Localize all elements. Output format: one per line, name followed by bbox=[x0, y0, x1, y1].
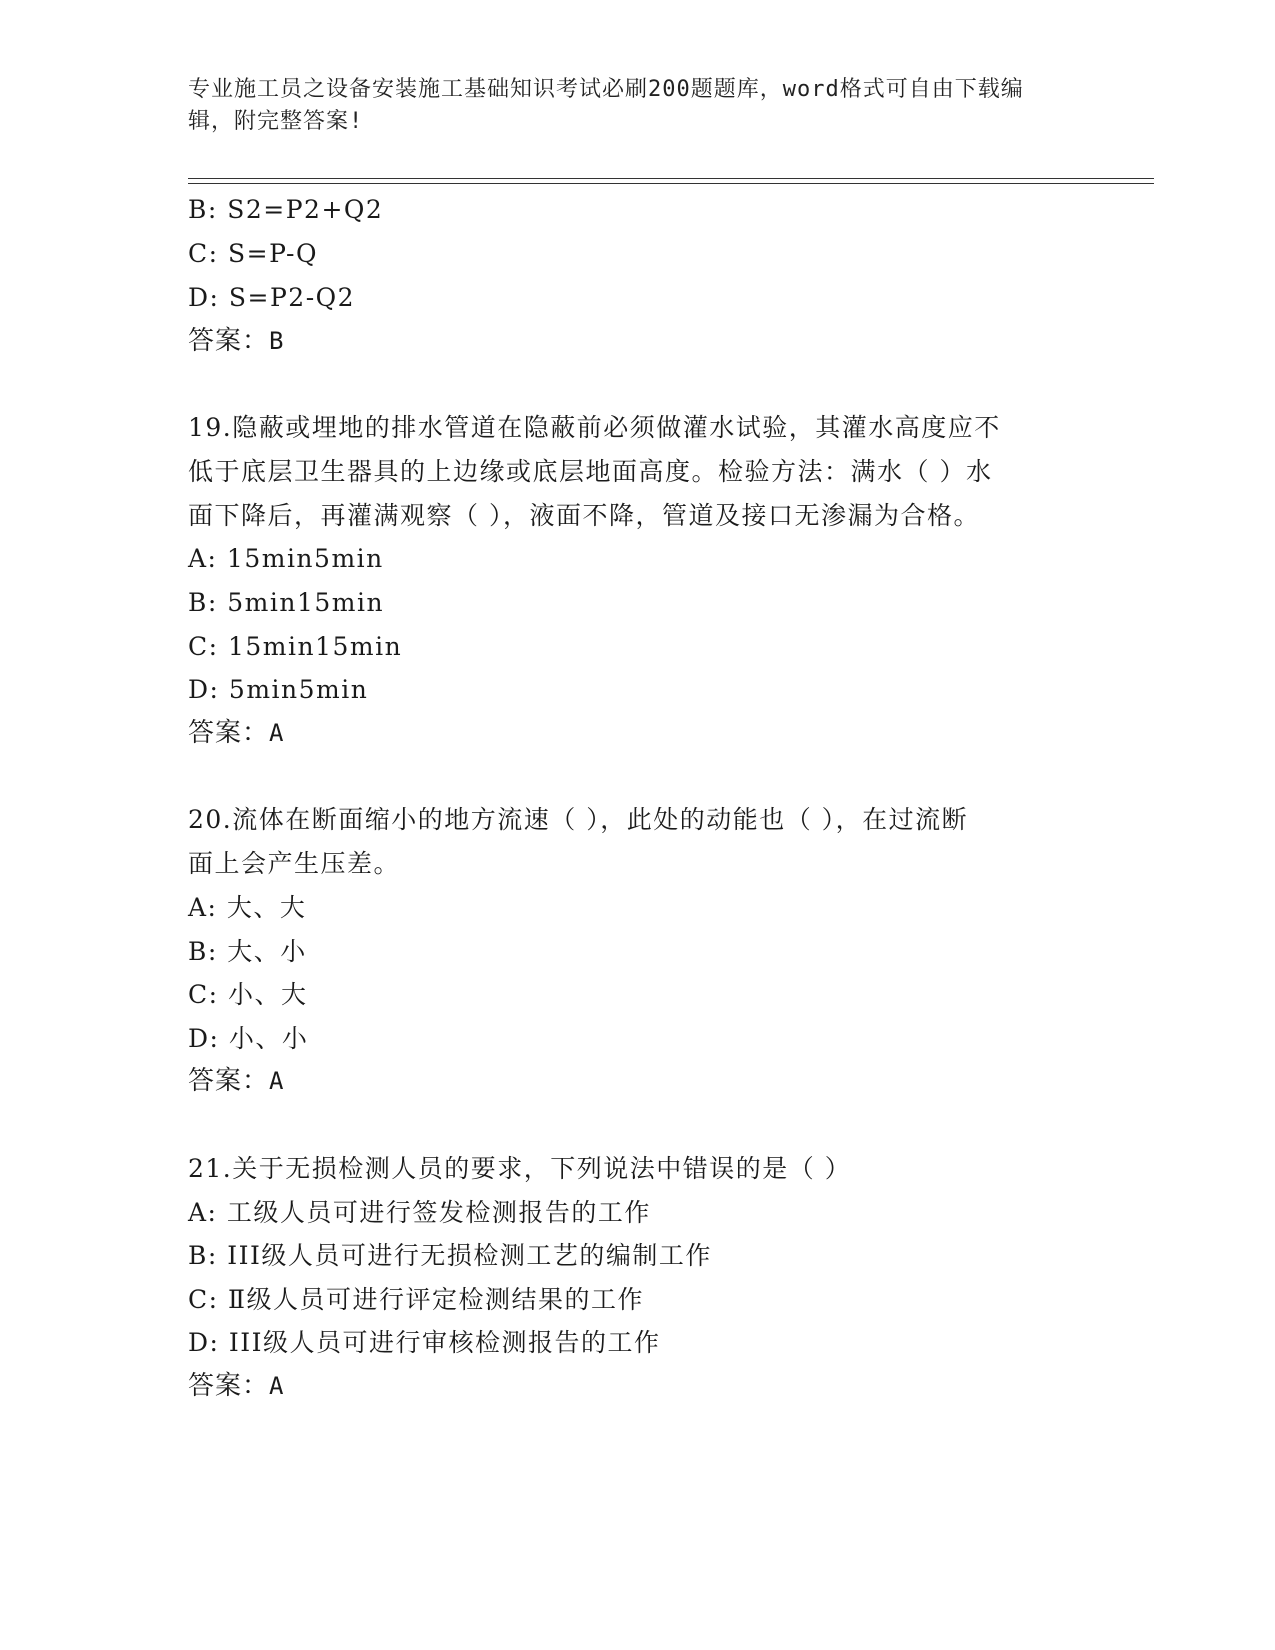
q21-stem-line-1: 21.关于无损检测人员的要求，下列说法中错误的是（ ） bbox=[188, 1154, 852, 1183]
q19-option-b: B: 5min15min bbox=[188, 588, 385, 617]
q21-option-d: D: III级人员可进行审核检测报告的工作 bbox=[188, 1328, 661, 1357]
q19-answer bbox=[188, 718, 284, 748]
answer-label: 答案： bbox=[188, 718, 270, 748]
q19-option-c: C: 15min15min bbox=[188, 632, 403, 661]
answer-label: 答案： bbox=[188, 1371, 270, 1401]
q20-stem-line-2: 面上会产生压差。 bbox=[188, 849, 401, 878]
q18-answer bbox=[188, 326, 284, 356]
q18-option-c: C: S=P-Q bbox=[188, 239, 318, 268]
q21-option-c: C: Ⅱ级人员可进行评定检测结果的工作 bbox=[188, 1285, 644, 1314]
answer-label: 答案： bbox=[188, 326, 270, 356]
answer-label: 答案： bbox=[188, 1066, 270, 1096]
answer-value: A bbox=[269, 719, 285, 747]
q20-answer bbox=[188, 1066, 284, 1096]
q20-option-b: B: 大、小 bbox=[188, 937, 307, 966]
q20-option-d: D: 小、小 bbox=[188, 1024, 309, 1053]
q18-option-d: D: S=P2-Q2 bbox=[188, 283, 356, 312]
page-header-title: 专业施工员之设备安装施工基础知识考试必刷200题题库，word格式可自由下载编辑，附完整答案! bbox=[188, 77, 1024, 134]
q19-option-a: A: 15min5min bbox=[188, 544, 384, 573]
q21-answer bbox=[188, 1371, 284, 1401]
answer-value: A bbox=[269, 1067, 285, 1095]
q19-option-d: D: 5min5min bbox=[188, 675, 369, 704]
header-divider-bottom bbox=[188, 183, 1154, 184]
q21-option-a: A: 工级人员可进行签发检测报告的工作 bbox=[188, 1198, 651, 1227]
q21-option-b: B: III级人员可进行无损检测工艺的编制工作 bbox=[188, 1241, 712, 1270]
q19-stem-line-3: 面下降后，再灌满观察（ ），液面不降，管道及接口无渗漏为合格。 bbox=[188, 501, 980, 530]
header-divider-top bbox=[188, 178, 1154, 179]
q19-stem-line-2: 低于底层卫生器具的上边缘或底层地面高度。检验方法：满水（ ）水 bbox=[188, 457, 993, 486]
q20-stem-line-1: 20.流体在断面缩小的地方流速（ ），此处的动能也（ ），在过流断 bbox=[188, 805, 969, 834]
answer-value: A bbox=[269, 1372, 285, 1400]
q20-option-a: A: 大、大 bbox=[188, 893, 307, 922]
answer-value: B bbox=[269, 327, 285, 355]
q18-option-b: B: S2=P2+Q2 bbox=[188, 195, 384, 224]
q20-option-c: C: 小、大 bbox=[188, 980, 308, 1009]
q19-stem-line-1: 19.隐蔽或埋地的排水管道在隐蔽前必须做灌水试验，其灌水高度应不 bbox=[188, 413, 1001, 442]
